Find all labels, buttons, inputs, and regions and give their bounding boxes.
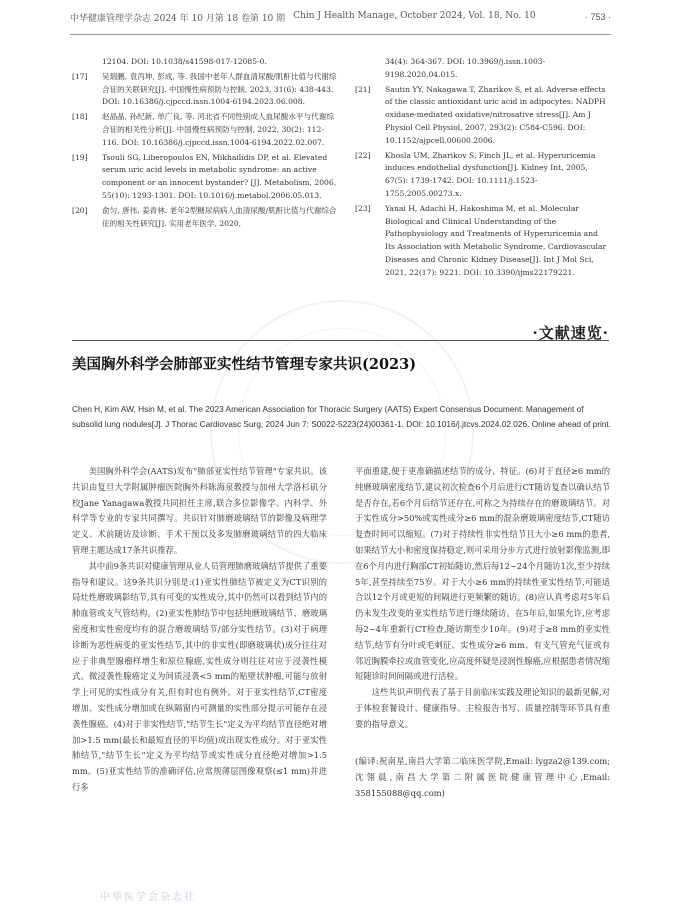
- editor-note: (编译:祝南星,南昌大学第二临床医学院,Email: lygza2@139.com;沈翎晨,南昌大学第二附属医院健康管理中心,Email: 358155088@qq.com): [355, 755, 610, 798]
- body-paragraph: 其中前9条共识对健康管理从业人员管理肺磨玻璃结节提供了重要指导和建议。这9条共识分别是:(1)亚实性肺结节被定义为CT识别的局灶性磨玻璃影结节,具有可变的实性成分,其中仍然可以看到结节内的肺血管或支气管结构。(2)亚实性肺结节中包括纯磨玻璃结节、磨玻璃密度和实性密度均有的混合磨玻璃结节/部分实性结节。(3)对于病理诊断为恶性病变的亚实性结节,其中的非实性(即磨玻璃状)成分往往对应于非典型腺瘤样增生和原位腺癌,实性成分则往往对应于浸袭性模式。微浸袭性腺癌定义为间质浸袭<5 mm的贴壁状肿瘤,可能与放射学上可见的实性成分有关,但有时也有例外。对于亚实性结节,CT密度增加、实性成分增加或在纵隔窗内可测量的实性部分提示可能存在浸袭性腺癌。(4)对于非实性结节,"结节生长"定义为平均结节直径绝对增加>1.5 mm(最长和最短直径的平均值)或出现实性成分。对于亚实性肺结节,"结节生长"定义为平均结节或实性成分直径绝对增加>1.5 mm。(5)亚实性结节的准确评估,应常规薄层图像观察(≤1 mm)并进行多: [72, 560, 327, 792]
- reference-item: [19] Tsouli SG, Liberopoulos EN, Mikhailidis DP, et al. Elevated serum uric acid levels in metabolic syndrome: an active component or an innocent bystander? [J]. Metabolism, 2006, 55(10): 1293-1301. DOI: 10.1016/j.metabol.2006.05.013.: [72, 152, 337, 200]
- page-number: · 753 ·: [584, 12, 611, 22]
- reference-item: [17] 吴瑞鹏, 袁丙坤, 彭成, 等. 我国中老年人群血清尿酸/肌酐比值与代谢综合征的关联研究[J]. 中国慢性病预防与控制, 2023, 31(6): 438-443. DOI: 10.16386/j.cjpccd.issn.1004-6194.2023.06.008.: [72, 71, 337, 107]
- body-paragraph: 美国胸外科学会(AATS)发布"肺部亚实性结节管理"专家共识。该共识由复旦大学附属肿瘤医院胸外科陈海泉教授与加州大学洛杉矶分校Jane Yanagawa教授共同担任主席,联合多位影像学、内科学、外科学等专业的专家共同撰写。共识针对肺磨玻璃结节的影像及病理学定义、术前随访及诊断、手术干预以及多发肺磨玻璃结节的四大临床管理主题达成17条共识推荐。: [72, 466, 327, 555]
- references-left: [72, 56, 337, 232]
- body-column-left: [72, 464, 327, 796]
- article-title: 美国胸外科学会肺部亚实性结节管理专家共识(2023): [72, 356, 417, 373]
- reference-item: 34(4): 364-367. DOI: 10.3969/j.issn.1003-9198.2020.04.015.: [385, 57, 546, 79]
- publisher-logo: 中华医学会杂志社: [100, 892, 196, 903]
- body-column-right: [355, 464, 610, 801]
- running-header: [70, 0, 611, 35]
- references-right: [355, 56, 610, 282]
- body-paragraph: 这些共识声明代表了基于目前临床实践及理论知识的最新见解,对于体检套餐设计、健康指导、主检报告书写、质量控制等环节具有重要的指导意义。: [355, 687, 610, 729]
- body-paragraph: 平面重建,便于更准确描述结节的成分、特征。(6)对于直径≥6 mm的纯磨玻璃密度结节,建议初次检查6个月后进行CT随访复查以确认结节是否存在,若6个月后结节还存在,可称之为持续存在的磨玻璃结节。对于实性成分>50%或实性成分≥6 mm的混杂磨玻璃密度结节,CT随访复查时间可以缩短。(7)对于持续性非实性结节且大小≥6 mm的患者,如果结节大小和密度保持稳定,则可采用分步方式进行放射影像监测,即在6个月内进行胸部CT初始随访,然后每12~24个月随访1次,至少持续5年,甚至持续至75岁。对于大小≥6 mm的持续性亚实性结节,可能适合以12个月或更短的间隔进行更频繁的随访。(8)应认真考虑对5年后仍未发生改变的亚实性结节进行继续随访。在5年后,如果允许,应考虑每2~4年重新行CT检查,随访期至少10年。(9)对于≥8 mm的亚实性结节,结节有分叶或毛刺征、实性成分≥6 mm、有支气管充气征或有邻近胸膜牵拉或血管变化,应高度怀疑是浸润性腺癌,应根据患者情况缩短随诊时间间隔或进行活检。: [355, 466, 610, 682]
- journal-title-en: Chin J Health Manage, October 2024, Vol. 18, No. 10: [293, 10, 536, 21]
- journal-title-cn: 中华健康管理学杂志 2024 年 10 月第 18 卷第 10 期: [70, 13, 286, 24]
- reference-item: [18] 赵晶晶, 孙纪新, 单广良, 等. 河北省不同性别成人血尿酸水平与代谢综合征的相关性分析[J]. 中国慢性病预防与控制, 2022, 30(2): 112-116. DOI: 10.16386/j.cjpccd.issn.1004-6194.2022.02.007.: [72, 112, 334, 147]
- article-title-block: [72, 340, 609, 374]
- reference-item: [23] Yanai H, Adachi H, Hakoshima M, et al. Molecular Biological and Clinical Understanding of the Pathophysiology and Treatments of Hyperuricemia and Its Association with Metabolic Syndrome, Cardiovascular Diseases and Chronic Kidney Disease[J]. Int J Mol Sci, 2021, 22(17): 9221. DOI: 10.3390/ijms22179221.: [355, 203, 607, 277]
- article-citation: Chen H, Kim AW, Hsin M, et al. The 2023 American Association for Thoracic Surgery (AATS) Expert Consensus Document: Management of subsolid lung nodules[J]. J Thorac Cardiovasc Surg, 2024 Jun 7: S0022-5223(24)00361-1. DOI: 10.1016/j.jtcvs.2024.02.026. Online ahead of print.: [72, 404, 612, 429]
- reference-item: [20] 俞匀, 唐伟, 姜青林. 老年2型糖尿病病人血清尿酸/肌酐比值与代谢综合征的相关性研究[J]. 实用老年医学, 2020,: [72, 205, 337, 228]
- reference-item: [21] Sautin YY, Nakagawa T, Zharikov S, et al. Adverse effects of the classic antioxidant uric acid in adipocytes: NADPH oxidase-mediated oxidative/nitrosative stress[J]. Am J Physiol Cell Physiol, 2007, 293(2): C584-C596. DOI: 10.1152/ajpcell.00600.2006.: [355, 84, 606, 145]
- reference-item: [22] Khosla UM, Zharikov S, Finch JL, et al. Hyperuricemia induces endothelial dysfunction[J]. Kidney Int, 2005, 67(5): 1739-1742. DOI: 10.1111/j.1523-1755.2005.00273.x.: [355, 150, 596, 198]
- section-label: ·文献速览·: [532, 324, 609, 342]
- reference-item: 12104. DOI: 10.1038/s41598-017-12085-0.: [102, 57, 267, 66]
